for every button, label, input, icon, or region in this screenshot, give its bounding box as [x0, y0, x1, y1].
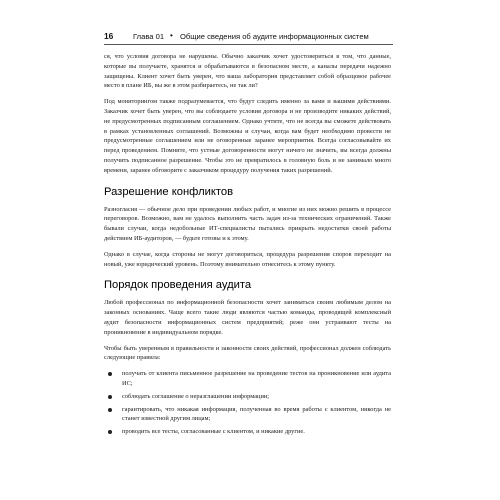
- page-number: 16: [104, 31, 114, 41]
- paragraph: Любой профессионал по информационной безопасности хочет заниматься своим любимым делом на законных основаниях. Чаще всего такие люди являются частью команды, проводящей комплексный аудит безопасности информационных систем предприятий; реже они устраивают тесты на проникновение в индивидуальном порядке.: [104, 299, 391, 336]
- list-item-text: проводить все тесты, согласованные с клиентом, и никакие другие.: [122, 428, 305, 436]
- bullet-icon: [108, 372, 112, 376]
- page-body: [104, 52, 391, 440]
- paragraph: Под мониторингом также подразумевается, что будут следить именно за вами и вашими действиями. Заказчик хочет быть уверен, что вы соблюдаете условия договора и не производите никаких действий, не предусмотренных подписанным соглашением. Однако учтите, что не всегда вы сможете действовать в рамках установленных соглашений. Возможны и случаи, когда вам будет необходимо провести не предусмотренные соглашением или не оговоренные заранее мероприятия. Всегда согласовывайте их перед проведением. Помните, что устные договоренности могут ничего не значить, вы всегда должны получить подписанное разрешение. Чтобы это не превратилось в головную боль и не занимало много времени, заранее обговорите с заказчиком процедуру получения таких разрешений.: [104, 98, 391, 174]
- header-separator: •: [170, 31, 173, 40]
- bullet-icon: [108, 408, 112, 412]
- paragraph: Разногласия — обычное дело при проведении любых работ, и многие из них можно решить в процессе переговоров. Возможно, вам не удалось выполнить часть задач из-за технических ограничений. Также бывали случаи, когда недобольные ИТ-специалисты пытались прикрыть недостатки своей работы действием ИБ-аудиторов, — будьте готовы и к этому.: [104, 205, 391, 242]
- list-item: [104, 392, 391, 402]
- paragraph: ся, что условия договора не нарушены. Обычно заказчик хочет удостовериться в том, что данные, которые вы получаете, хранятся и обрабатываются в безопасном месте, а каналы передачи надежно защищены. Клиент хочет быть уверен, что ваша лаборатория представляет собой образцовое рабочее место в плане ИБ, вы же в этом разбираетесь, не так ли?: [104, 53, 391, 90]
- bullet-icon: [108, 430, 112, 434]
- paragraph: Чтобы быть уверенным в правильности и законности своих действий, профессионал должен соблюдать следующие правила:: [104, 344, 391, 362]
- rules-list: [104, 369, 391, 437]
- header-rule: [104, 44, 393, 45]
- paragraph: Однако в случае, когда стороны не могут договориться, процедура разрешения споров переходит на новый, уже юридический уровень. Поэтому внимательно отнеситесь к этому пункту.: [104, 250, 391, 268]
- list-item: [104, 369, 391, 389]
- list-item: [104, 427, 391, 437]
- running-header: [104, 30, 394, 44]
- section-heading-conflicts: Разрешение конфликтов: [104, 185, 234, 198]
- list-item-text: соблюдать соглашение о неразглашении информации;: [122, 392, 270, 400]
- list-item: [104, 405, 391, 425]
- chapter-title: Общие сведения об аудите информационных систем: [180, 32, 369, 41]
- list-item-text: получать от клиента письменное разрешение на проведение тестов на проникновение или аудита ИС;: [122, 370, 391, 387]
- bullet-icon: [108, 395, 112, 399]
- list-item-text: гарантировать, что никакая информация, полученная во время работы с клиентом, никогда не станет известной другим лицам;: [122, 405, 391, 423]
- chapter-label: Глава 01: [133, 32, 165, 41]
- section-heading-audit-procedure: Порядок проведения аудита: [104, 279, 252, 292]
